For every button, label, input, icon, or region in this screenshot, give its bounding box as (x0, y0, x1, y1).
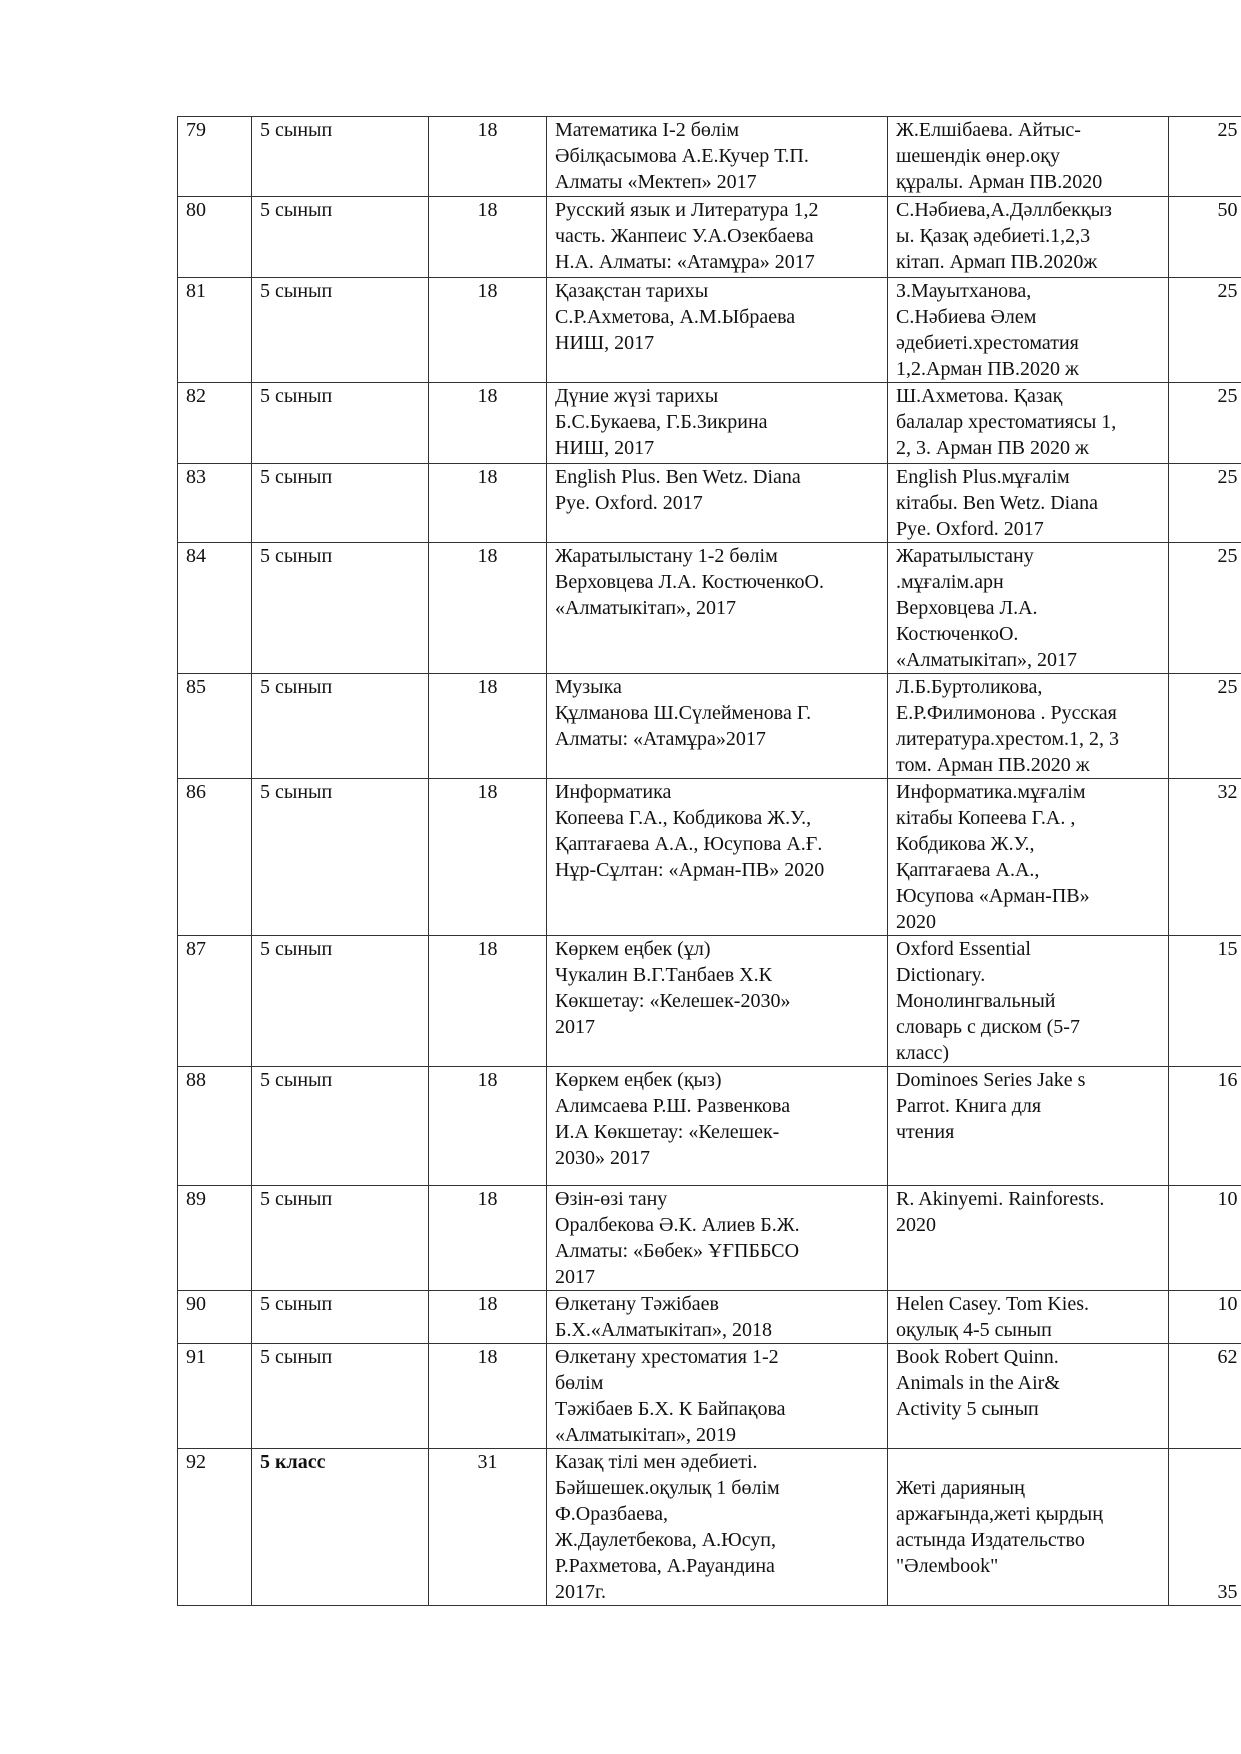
supplement-cell: Информатика.мұғалім кітабы Копеева Г.А. , Кобдикова Ж.У., Қаптағаева А.А., Юсупова «Арман-ПВ» 2020 (888, 779, 1169, 936)
quantity-cell: 50 (1169, 197, 1241, 278)
quantity-cell: 10 (1169, 1291, 1241, 1344)
textbook-cell: Көркем еңбек (қыз) Алимсаева Р.Ш. Развенкова И.А Көкшетау: «Келешек- 2030» 2017 (547, 1067, 888, 1186)
grade-cell: 5 сынып (252, 936, 429, 1067)
textbook-cell: English Plus. Ben Wetz. Diana Pye. Oxford. 2017 (547, 464, 888, 543)
hours-cell: 18 (429, 1186, 547, 1291)
quantity-cell: 32 (1169, 779, 1241, 936)
quantity-cell: 10 (1169, 1186, 1241, 1291)
hours-cell: 18 (429, 117, 547, 197)
table-row (178, 936, 1241, 1067)
row-number-cell: 79 (178, 117, 252, 197)
grade-cell: 5 сынып (252, 278, 429, 383)
row-number-cell: 86 (178, 779, 252, 936)
textbook-cell: Математика І-2 бөлім Әбілқасымова А.Е.Кучер Т.П. Алматы «Мектеп» 2017 (547, 117, 888, 197)
textbook-cell: Жаратылыстану 1-2 бөлім Верховцева Л.А. КостюченкоО. «Алматыкітап», 2017 (547, 543, 888, 674)
hours-cell: 18 (429, 197, 547, 278)
row-number-cell: 90 (178, 1291, 252, 1344)
grade-cell: 5 сынып (252, 197, 429, 278)
hours-cell: 18 (429, 278, 547, 383)
row-number-cell: 88 (178, 1067, 252, 1186)
textbook-cell: Өлкетану Тәжібаев Б.Х.«Алматыкітап», 2018 (547, 1291, 888, 1344)
textbook-table (177, 116, 1241, 1606)
hours-cell: 18 (429, 543, 547, 674)
supplement-cell: Л.Б.Буртоликова, Е.Р.Филимонова . Русская литература.хрестом.1, 2, 3 том. Арман ПВ.2020 ж (888, 674, 1169, 779)
textbook-cell: Қазақстан тарихы С.Р.Ахметова, А.М.Ыбраева НИШ, 2017 (547, 278, 888, 383)
supplement-cell: С.Нәбиева,А.Дәллбекқыз ы. Қазақ әдебиеті.1,2,3 кітап. Армап ПВ.2020ж (888, 197, 1169, 278)
grade-cell: 5 класс (252, 1449, 429, 1606)
table-row (178, 1186, 1241, 1291)
grade-cell: 5 сынып (252, 383, 429, 464)
supplement-cell: Жаратылыстану .мұғалім.арн Верховцева Л.А. КостюченкоО. «Алматыкітап», 2017 (888, 543, 1169, 674)
table-row (178, 197, 1241, 278)
hours-cell: 18 (429, 383, 547, 464)
textbook-cell: Көркем еңбек (ұл) Чукалин В.Г.Танбаев Х.К Көкшетау: «Келешек-2030» 2017 (547, 936, 888, 1067)
quantity-cell: 25 (1169, 543, 1241, 674)
textbook-cell: Русский язык и Литература 1,2 часть. Жанпеис У.А.Озекбаева Н.А. Алматы: «Атамұра» 2017 (547, 197, 888, 278)
row-number-cell: 91 (178, 1344, 252, 1449)
grade-cell: 5 сынып (252, 674, 429, 779)
grade-cell: 5 сынып (252, 1186, 429, 1291)
textbook-cell: Дүние жүзі тарихы Б.С.Букаева, Г.Б.Зикрина НИШ, 2017 (547, 383, 888, 464)
grade-cell: 5 сынып (252, 1067, 429, 1186)
grade-cell: 5 сынып (252, 543, 429, 674)
hours-cell: 31 (429, 1449, 547, 1606)
hours-cell: 18 (429, 1291, 547, 1344)
table-row (178, 117, 1241, 197)
hours-cell: 18 (429, 674, 547, 779)
quantity-cell: 16 (1169, 1067, 1241, 1186)
quantity-cell: 25 (1169, 674, 1241, 779)
row-number-cell: 82 (178, 383, 252, 464)
table-row (178, 1067, 1241, 1186)
table-row (178, 383, 1241, 464)
row-number-cell: 84 (178, 543, 252, 674)
grade-cell: 5 сынып (252, 464, 429, 543)
row-number-cell: 87 (178, 936, 252, 1067)
hours-cell: 18 (429, 779, 547, 936)
grade-cell: 5 сынып (252, 779, 429, 936)
supplement-cell: English Plus.мұғалім кітабы. Ben Wetz. Diana Pye. Oxford. 2017 (888, 464, 1169, 543)
supplement-cell: Book Robert Quinn. Animals in the Air& Activity 5 сынып (888, 1344, 1169, 1449)
table-row (178, 1344, 1241, 1449)
hours-cell: 18 (429, 1067, 547, 1186)
table-row (178, 543, 1241, 674)
quantity-cell: 35 (1169, 1449, 1241, 1606)
textbook-cell: Музыка Құлманова Ш.Сүлейменова Г. Алматы: «Атамұра»2017 (547, 674, 888, 779)
row-number-cell: 85 (178, 674, 252, 779)
table-row (178, 1291, 1241, 1344)
table-row (178, 674, 1241, 779)
table-body (178, 117, 1241, 1606)
supplement-cell: З.Мауытханова, С.Нәбиева Әлем әдебиеті.хрестоматия 1,2.Арман ПВ.2020 ж (888, 278, 1169, 383)
supplement-cell: Dominoes Series Jake s Parrot. Книга для чтения (888, 1067, 1169, 1186)
supplement-cell: R. Akinyemi. Rainforests. 2020 (888, 1186, 1169, 1291)
row-number-cell: 80 (178, 197, 252, 278)
table-row (178, 779, 1241, 936)
table-row (178, 464, 1241, 543)
hours-cell: 18 (429, 464, 547, 543)
supplement-cell: Helen Casey. Tom Kies. оқулық 4-5 сынып (888, 1291, 1169, 1344)
row-number-cell: 89 (178, 1186, 252, 1291)
table-row (178, 278, 1241, 383)
textbook-cell: Өзін-өзі тану Оралбекова Ә.К. Алиев Б.Ж. Алматы: «Бөбек» ҰҒПББСО 2017 (547, 1186, 888, 1291)
grade-cell: 5 сынып (252, 117, 429, 197)
textbook-cell: Өлкетану хрестоматия 1-2 бөлім Тәжібаев Б.Х. К Байпақова «Алматыкітап», 2019 (547, 1344, 888, 1449)
quantity-cell: 25 (1169, 464, 1241, 543)
quantity-cell: 25 (1169, 117, 1241, 197)
table-row (178, 1449, 1241, 1606)
supplement-cell: Ж.Елшібаева. Айтыс- шешендік өнер.оқу құралы. Арман ПВ.2020 (888, 117, 1169, 197)
quantity-cell: 15 (1169, 936, 1241, 1067)
supplement-cell: Ш.Ахметова. Қазақ балалар хрестоматиясы 1, 2, 3. Арман ПВ 2020 ж (888, 383, 1169, 464)
supplement-cell: Oxford Essential Dictionary. Монолингвальный словарь с диском (5-7 класс) (888, 936, 1169, 1067)
row-number-cell: 81 (178, 278, 252, 383)
quantity-cell: 62 (1169, 1344, 1241, 1449)
row-number-cell: 83 (178, 464, 252, 543)
row-number-cell: 92 (178, 1449, 252, 1606)
grade-cell: 5 сынып (252, 1291, 429, 1344)
hours-cell: 18 (429, 936, 547, 1067)
supplement-cell: Жеті дарияның аржағында,жеті қырдың астында Издательство "Әлемbook" (888, 1449, 1169, 1606)
hours-cell: 18 (429, 1344, 547, 1449)
grade-cell: 5 сынып (252, 1344, 429, 1449)
textbook-cell: Казақ тілі мен әдебиеті. Бәйшешек.оқулық 1 бөлім Ф.Оразбаева, Ж.Даулетбекова, А.Юсуп, Р.Рахметова, А.Рауандина 2017г. (547, 1449, 888, 1606)
quantity-cell: 25 (1169, 383, 1241, 464)
quantity-cell: 25 (1169, 278, 1241, 383)
textbook-cell: Информатика Копеева Г.А., Кобдикова Ж.У., Қаптағаева А.А., Юсупова А.Ғ. Нұр-Сұлтан: «Арман-ПВ» 2020 (547, 779, 888, 936)
